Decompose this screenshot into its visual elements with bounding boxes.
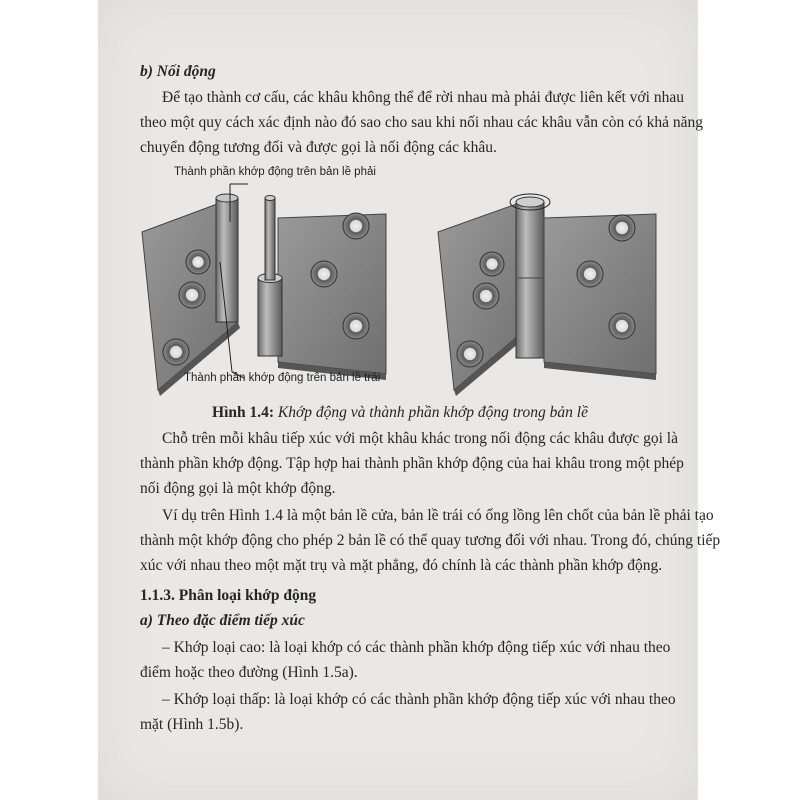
caption-prefix: Hình 1.4: bbox=[212, 404, 275, 421]
label-left-leaf-element: Thành phần khớp động trên bản lề trái bbox=[184, 372, 381, 384]
right-hinge bbox=[438, 194, 656, 396]
section-a-heading: a) Theo đặc điểm tiếp xúc bbox=[140, 612, 305, 629]
item2-line1: – Khớp loại thấp: là loại khớp có các thành phần khớp động tiếp xúc với nhau theo bbox=[162, 691, 676, 708]
para3-line3: xúc với nhau theo một mặt trụ và mặt phẳng, đó chính là các thành phần khớp động. bbox=[140, 557, 663, 574]
item1-line1: – Khớp loại cao: là loại khớp có các thành phần khớp động tiếp xúc với nhau theo bbox=[162, 639, 671, 656]
para1-line2: theo một quy cách xác định nào đó sao cho sau khi nối nhau các khâu vẫn còn có khả năng bbox=[140, 114, 703, 131]
label-right-leaf-element: Thành phần khớp động trên bản lề phải bbox=[174, 166, 376, 178]
item2-line2: mặt (Hình 1.5b). bbox=[140, 716, 244, 733]
para3-line2: thành một khớp động cho phép 2 bản lề có thể quay tương đối với nhau. Trong đó, chúng tiếp bbox=[140, 532, 721, 549]
para1-line3: chuyển động tương đối và được gọi là nối động các khâu. bbox=[140, 139, 497, 156]
caption-text: Khớp động và thành phần khớp động trong bản lề bbox=[274, 404, 588, 421]
section-113-heading: 1.1.3. Phân loại khớp động bbox=[140, 587, 317, 604]
hinge-illustration bbox=[120, 162, 680, 402]
para2-line3: nối động gọi là một khớp động. bbox=[140, 480, 336, 497]
left-hinge bbox=[142, 184, 386, 396]
para3-line1: Ví dụ trên Hình 1.4 là một bản lề cửa, bản lề trái có ống lồng lên chốt của bản lề phải tạo bbox=[162, 507, 714, 524]
hinge-figure bbox=[120, 162, 680, 402]
item1-line2: điểm hoặc theo đường (Hình 1.5a). bbox=[140, 664, 358, 681]
section-b-heading: b) Nối động bbox=[140, 63, 216, 80]
para2-line1: Chỗ trên mỗi khâu tiếp xúc với một khâu khác trong nối động các khâu được gọi là bbox=[162, 430, 678, 447]
para2-line2: thành phần khớp động. Tập hợp hai thành phần khớp động của hai khâu trong một phép bbox=[140, 455, 684, 472]
figure-caption bbox=[140, 401, 660, 425]
para1-line1: Để tạo thành cơ cấu, các khâu không thể để rời nhau mà phải được liên kết với nhau bbox=[162, 89, 684, 106]
